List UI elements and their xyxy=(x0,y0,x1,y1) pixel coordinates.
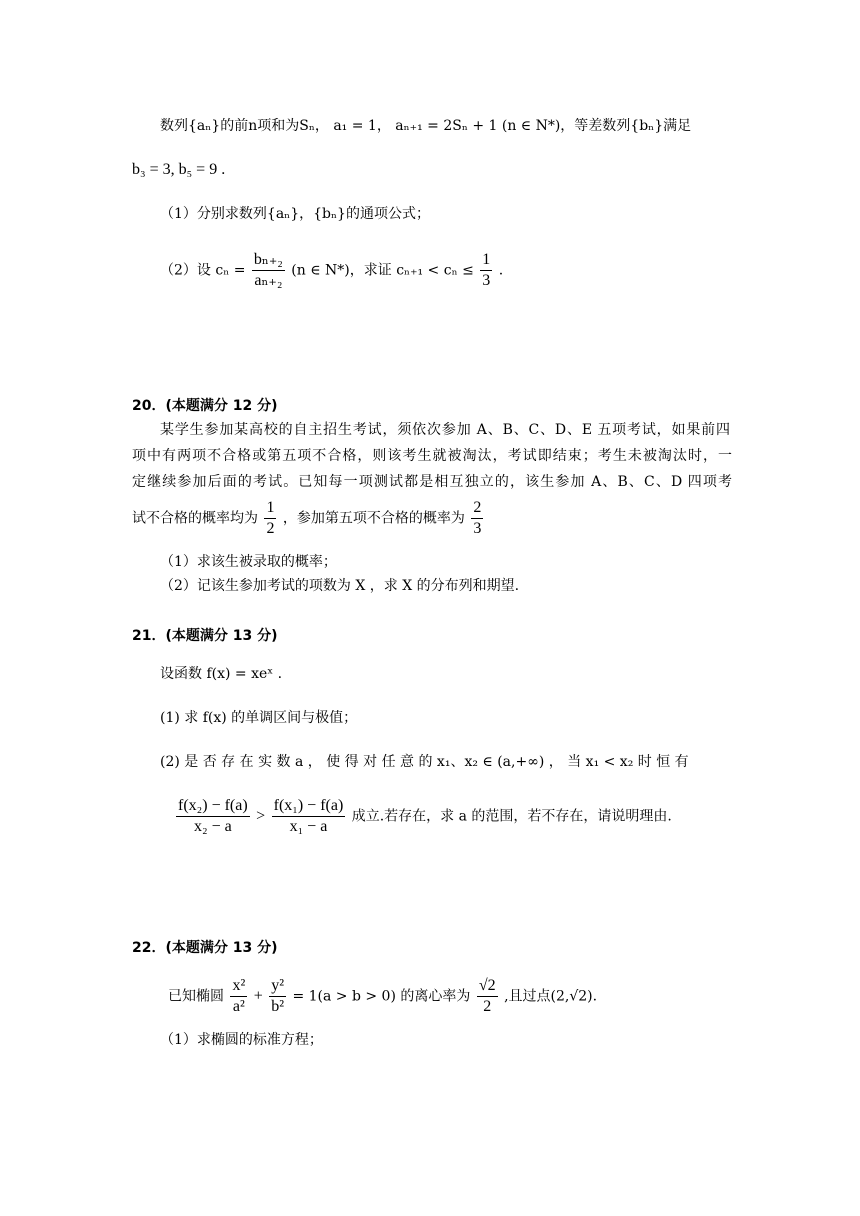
q20-fraction-two-thirds xyxy=(471,498,483,539)
q19-part2-prefix: （2）设 cₙ = xyxy=(160,262,246,279)
q21-part2: (2) 是 否 存 在 实 数 a ， 使 得 对 任 意 的 x₁、x₂ ∈ (a,+∞) ， 当 x₁ < x₂ 时 恒 有 xyxy=(160,754,689,770)
q22-intro-prefix: 已知椭圆 xyxy=(168,988,224,1005)
q20-fraction-two-thirds-num: 2 xyxy=(473,499,482,516)
q22-fraction-eccentricity xyxy=(477,976,498,1017)
q19-fraction-third-den: 3 xyxy=(482,272,491,289)
q20-fraction-half-den: 2 xyxy=(266,520,275,537)
q21-inequality-tail: 成立.若存在，求 a 的范围，若不存在，请说明理由. xyxy=(351,808,672,825)
q20-heading: 20．(本题满分 12 分) xyxy=(132,398,278,414)
q22-part1: （1）求椭圆的标准方程； xyxy=(160,1032,323,1048)
q20-fraction-half xyxy=(264,498,276,539)
q22-plus-sign: + xyxy=(253,987,263,1005)
q22-fraction-y-num: y² xyxy=(271,977,284,994)
q22-fraction-x xyxy=(230,976,247,1017)
q19-fraction-c-num: bₙ₊₂ xyxy=(253,251,283,268)
q22-fraction-y xyxy=(269,976,286,1017)
q21-fraction-right-num: f(x₁) − f(a) xyxy=(273,797,344,814)
q19-part2-mid: (n ∈ N*)，求证 cₙ₊₁ < cₙ ≤ xyxy=(291,262,474,279)
q19-fraction-third xyxy=(480,250,492,291)
q19-fraction-c-den: aₙ₊₂ xyxy=(252,270,285,291)
q21-fraction-left-num: f(x₂) − f(a) xyxy=(178,797,248,814)
q19-fraction-c xyxy=(252,250,285,291)
q21-fraction-right-den: x₁ − a xyxy=(272,816,346,837)
q22-fraction-x-num: x² xyxy=(232,977,246,994)
q19-part2-end: . xyxy=(498,262,504,279)
q20-part2: （2）记该生参加考试的项数为 X ，求 X 的分布列和期望. xyxy=(160,578,520,594)
q22-intro-tail: ,且过点(2,√2). xyxy=(504,988,598,1005)
q20-p4-prefix: 试不合格的概率均为 xyxy=(132,510,258,527)
q21-inequality xyxy=(174,796,672,837)
q19-part2 xyxy=(160,250,503,291)
q21-heading: 21．(本题满分 13 分) xyxy=(132,628,278,644)
q21-fraction-left xyxy=(176,796,250,837)
q21-intro: 设函数 f(x) = xeˣ . xyxy=(160,666,283,682)
q21-fraction-left-den: x₂ − a xyxy=(176,816,250,837)
q20-fraction-half-num: 1 xyxy=(266,499,275,516)
q19-line1 xyxy=(160,116,691,136)
q19-part1 xyxy=(160,204,430,224)
q20-part1: （1）求该生被录取的概率； xyxy=(160,554,337,570)
q20-paragraph-line1: 某学生参加某高校的自主招生考试，须依次参加 A、B、C、D、E 五项考试，如果前四 xyxy=(160,422,730,438)
q20-p4-mid: ，参加第五项不合格的概率为 xyxy=(282,510,465,527)
q22-heading: 22．(本题满分 13 分) xyxy=(132,940,278,956)
q19-line2 xyxy=(132,160,225,180)
q22-condition: = 1(a > b > 0) 的离心率为 xyxy=(292,988,471,1005)
q19-fraction-third-num: 1 xyxy=(482,251,491,268)
q22-fraction-y-den: b² xyxy=(271,998,284,1015)
q20-paragraph-line2: 项中有两项不合格或第五项不合格，则该考生就被淘汰，考试即结束；考生未被淘汰时，一 xyxy=(132,448,732,464)
q19-part1-text: （1）分别求数列{aₙ}，{bₙ}的通项公式； xyxy=(160,206,430,222)
q22-fraction-x-den: a² xyxy=(230,996,247,1017)
q21-fraction-right xyxy=(272,796,346,837)
q19-line1-text: 数列{aₙ}的前n项和为Sₙ， a₁ = 1， aₙ₊₁ = 2Sₙ + 1 (n ∈ N*)，等差数列{bₙ}满足 xyxy=(160,118,692,134)
q22-fraction-eccentricity-num: √2 xyxy=(478,977,496,994)
q20-paragraph-line4 xyxy=(132,498,485,539)
q21-inequality-operator: > xyxy=(256,807,266,825)
q20-fraction-two-thirds-den: 3 xyxy=(473,520,482,537)
q19-line2-text: b₃ = 3, b₅ = 9 . xyxy=(132,161,226,178)
q22-intro xyxy=(168,976,597,1017)
q22-fraction-eccentricity-den: 2 xyxy=(477,996,498,1017)
q21-part1: (1) 求 f(x) 的单调区间与极值； xyxy=(160,710,358,726)
q20-paragraph-line3: 定继续参加后面的考试。已知每一项测试都是相互独立的，该生参加 A、B、C、D 四项考 xyxy=(132,474,732,490)
